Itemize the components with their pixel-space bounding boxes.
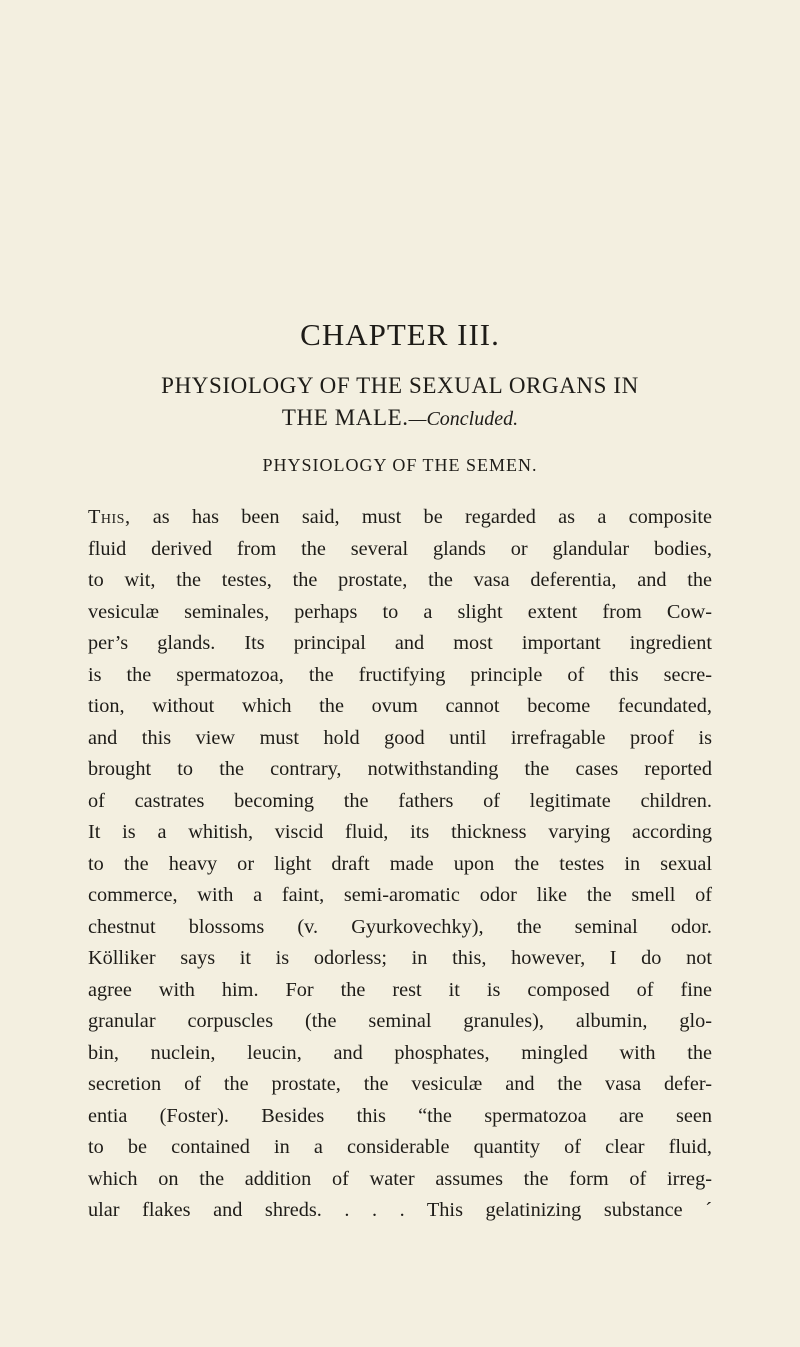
section-heading: PHYSIOLOGY OF THE SEMEN. xyxy=(262,455,538,475)
text-line: per’s glands. Its principal and most important ingredient xyxy=(88,632,712,654)
text-line: Kölliker says it is odorless; in this, however, I do not xyxy=(88,947,712,969)
text-line: tion, without which the ovum cannot become fecundated, xyxy=(88,695,712,717)
text-line: to the heavy or light draft made upon the testes in sexual xyxy=(88,852,712,875)
text-line xyxy=(88,502,712,534)
text-line: ular flakes and shreds. . . . This gelatinizing substance ˊ xyxy=(88,1199,712,1221)
text-line: granular corpuscles (the seminal granules), albumin, glo- xyxy=(88,1010,712,1032)
text-line: commerce, with a faint, semi-aromatic odor like the smell of xyxy=(88,884,712,906)
text-line: to be contained in a considerable quantity of clear fluid, xyxy=(88,1136,712,1158)
text-line: secretion of the prostate, the vesiculæ and the vasa defer- xyxy=(88,1073,712,1095)
chapter-title-line-1: PHYSIOLOGY OF THE SEXUAL ORGANS IN xyxy=(161,373,639,398)
text-line: vesiculæ seminales, perhaps to a slight extent from Cow- xyxy=(88,600,712,623)
text-line: of castrates becoming the fathers of legitimate children. xyxy=(88,789,712,812)
chapter-title-suffix: —Concluded. xyxy=(408,408,519,430)
text-line: It is a whitish, viscid fluid, its thickness varying according xyxy=(88,821,712,843)
text-line: entia (Foster). Besides this “the spermatozoa are seen xyxy=(88,1104,712,1127)
text-line: to wit, the testes, the prostate, the vasa deferentia, and the xyxy=(88,569,712,591)
text-line: fluid derived from the several glands or glandular bodies, xyxy=(88,537,712,560)
chapter-number: CHAPTER III. xyxy=(300,317,500,352)
text-line: is the spermatozoa, the fructifying principle of this secre- xyxy=(88,663,712,686)
lead-word: This, xyxy=(88,506,131,528)
text-line: brought to the contrary, notwithstanding the cases reported xyxy=(88,758,712,780)
text-line: which on the addition of water assumes the form of irreg- xyxy=(88,1167,712,1190)
body-paragraph xyxy=(88,502,712,1227)
text-line: and this view must hold good until irrefragable proof is xyxy=(88,726,712,749)
chapter-title-line-2 xyxy=(90,402,710,435)
text-line: bin, nuclein, leucin, and phosphates, mingled with the xyxy=(88,1041,712,1064)
chapter-title-main: THE MALE. xyxy=(281,405,409,430)
text-line-content: as has been said, must be regarded as a composite xyxy=(130,506,712,528)
chapter-title xyxy=(90,370,710,435)
text-line: chestnut blossoms (v. Gyurkovechky), the seminal odor. xyxy=(88,915,712,938)
text-line: agree with him. For the rest it is composed of fine xyxy=(88,978,712,1001)
